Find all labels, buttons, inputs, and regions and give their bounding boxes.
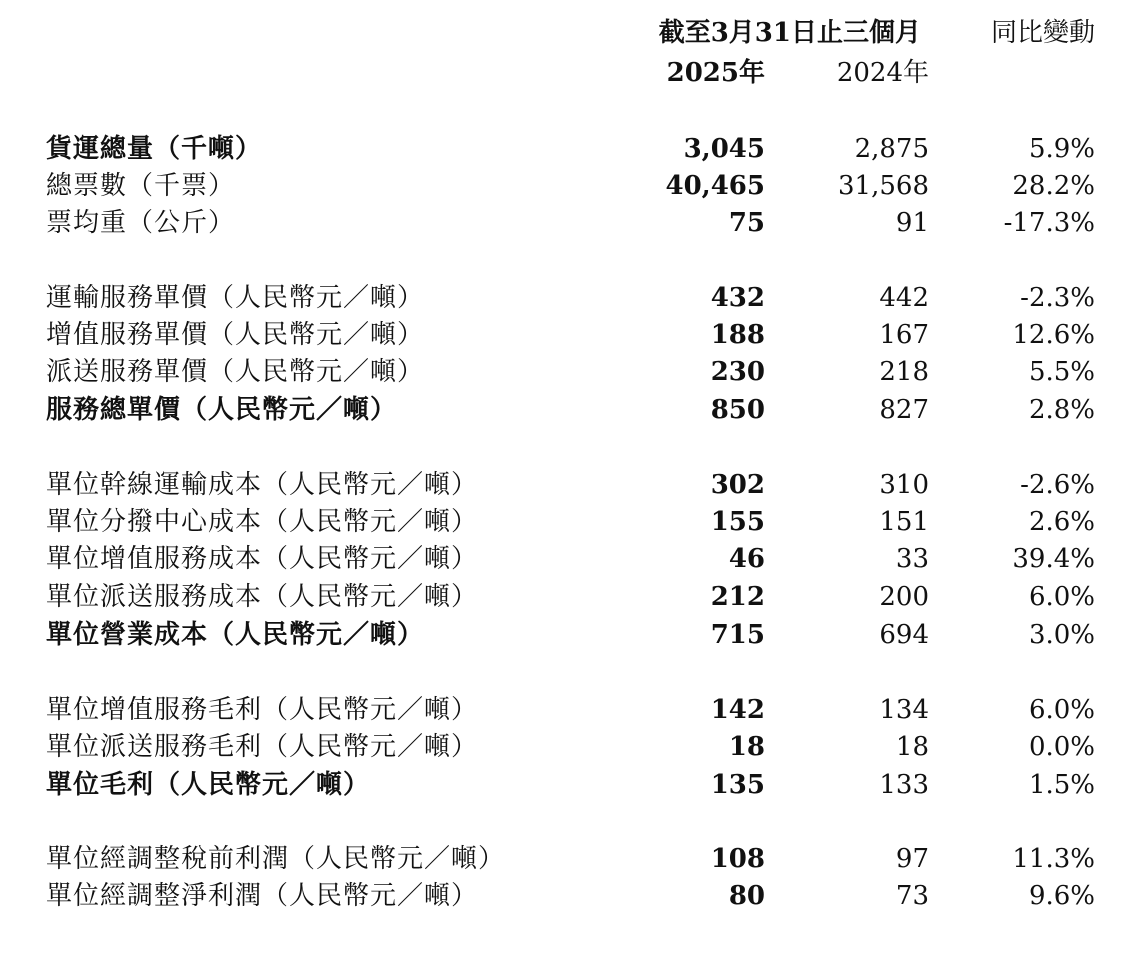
period-header: 截至3月31日止三個月 — [658, 18, 921, 48]
value-yoy: 1.5% — [1028, 770, 1095, 800]
value-2025: 40,465 — [665, 171, 765, 201]
table-row — [0, 540, 1143, 578]
value-yoy: 5.9% — [1028, 134, 1095, 164]
value-yoy: 5.5% — [1028, 357, 1095, 387]
value-2024: 827 — [879, 395, 929, 425]
value-2024: 2,875 — [854, 134, 929, 164]
row-label: 單位派送服務毛利（人民幣元／噸） — [46, 732, 479, 762]
value-2024: 91 — [895, 208, 929, 238]
value-yoy: -2.6% — [1020, 470, 1095, 500]
value-2025: 108 — [710, 844, 765, 874]
table-row — [0, 167, 1143, 205]
row-label: 貨運總量（千噸） — [46, 134, 263, 164]
value-2024: 200 — [879, 582, 929, 612]
row-label: 服務總單價（人民幣元／噸） — [46, 395, 398, 425]
year-2025-header: 2025年 — [666, 58, 765, 88]
value-2025: 715 — [710, 620, 765, 650]
value-2025: 135 — [710, 770, 765, 800]
value-yoy: 9.6% — [1028, 881, 1095, 911]
value-yoy: 11.3% — [1012, 844, 1095, 874]
value-2025: 80 — [728, 881, 765, 911]
value-2025: 850 — [710, 395, 765, 425]
table-row — [0, 766, 1143, 804]
value-yoy: 3.0% — [1028, 620, 1095, 650]
row-label: 單位分撥中心成本（人民幣元／噸） — [46, 507, 479, 537]
value-2024: 18 — [895, 732, 929, 762]
row-label: 單位增值服務毛利（人民幣元／噸） — [46, 695, 479, 725]
row-label: 總票數（千票） — [46, 171, 236, 201]
yoy-header: 同比變動 — [990, 18, 1095, 48]
row-label: 單位經調整稅前利潤（人民幣元／噸） — [46, 844, 506, 874]
value-2024: 134 — [879, 695, 929, 725]
value-2024: 167 — [879, 320, 929, 350]
value-2025: 46 — [728, 544, 765, 574]
row-label: 單位營業成本（人民幣元／噸） — [46, 620, 425, 650]
value-yoy: -17.3% — [1003, 208, 1095, 238]
row-label: 單位派送服務成本（人民幣元／噸） — [46, 582, 479, 612]
value-yoy: 6.0% — [1028, 695, 1095, 725]
value-2024: 442 — [879, 283, 929, 313]
row-label: 單位毛利（人民幣元／噸） — [46, 770, 371, 800]
table-row — [0, 728, 1143, 766]
table-row — [0, 503, 1143, 541]
value-yoy: 6.0% — [1028, 582, 1095, 612]
value-2025: 155 — [710, 507, 765, 537]
value-2024: 97 — [895, 844, 929, 874]
row-label: 單位幹線運輸成本（人民幣元／噸） — [46, 470, 479, 500]
value-yoy: 28.2% — [1012, 171, 1095, 201]
row-label: 單位經調整淨利潤（人民幣元／噸） — [46, 881, 479, 911]
row-label: 增值服務單價（人民幣元／噸） — [46, 320, 425, 350]
value-yoy: 2.6% — [1028, 507, 1095, 537]
value-2025: 230 — [710, 357, 765, 387]
row-label: 派送服務單價（人民幣元／噸） — [46, 357, 425, 387]
table-row — [0, 130, 1143, 168]
value-2025: 432 — [710, 283, 765, 313]
value-2024: 310 — [879, 470, 929, 500]
value-2024: 133 — [879, 770, 929, 800]
table-row — [0, 616, 1143, 654]
table-row — [0, 279, 1143, 317]
table-row — [0, 391, 1143, 429]
value-2025: 212 — [710, 582, 765, 612]
value-yoy: 39.4% — [1012, 544, 1095, 574]
value-2025: 142 — [710, 695, 765, 725]
table-row — [0, 204, 1143, 242]
table-row — [0, 840, 1143, 878]
value-2025: 75 — [728, 208, 765, 238]
table-row — [0, 578, 1143, 616]
value-2024: 73 — [895, 881, 929, 911]
row-label: 運輸服務單價（人民幣元／噸） — [46, 283, 425, 313]
table-row — [0, 877, 1143, 915]
row-label: 票均重（公斤） — [46, 208, 236, 238]
value-2024: 31,568 — [838, 171, 929, 201]
value-yoy: 12.6% — [1012, 320, 1095, 350]
value-2025: 302 — [710, 470, 765, 500]
year-2024-header: 2024年 — [836, 58, 929, 88]
value-2024: 694 — [879, 620, 929, 650]
value-yoy: 0.0% — [1028, 732, 1095, 762]
value-2025: 188 — [710, 320, 765, 350]
value-2025: 3,045 — [683, 134, 765, 164]
table-row — [0, 316, 1143, 354]
table-row — [0, 691, 1143, 729]
row-label: 單位增值服務成本（人民幣元／噸） — [46, 544, 479, 574]
value-yoy: -2.3% — [1020, 283, 1095, 313]
table-row — [0, 353, 1143, 391]
value-2024: 151 — [879, 507, 929, 537]
value-2024: 33 — [895, 544, 929, 574]
value-yoy: 2.8% — [1028, 395, 1095, 425]
value-2024: 218 — [879, 357, 929, 387]
value-2025: 18 — [728, 732, 765, 762]
table-row — [0, 466, 1143, 504]
